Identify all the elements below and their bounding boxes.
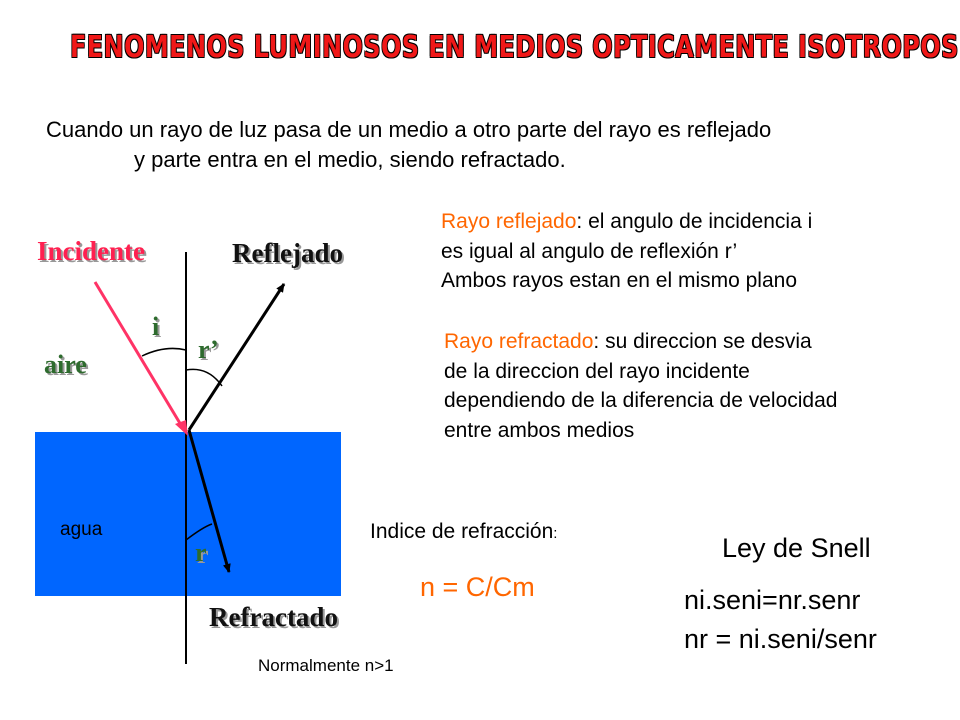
refraction-description bbox=[444, 327, 837, 445]
angle-r-prime-label: r’ bbox=[198, 335, 219, 364]
water-label: agua bbox=[60, 519, 103, 540]
reflection-term: Rayo reflejado bbox=[441, 210, 577, 233]
reflection-line-2: es igual al angulo de reflexión r’ bbox=[441, 239, 738, 263]
air-label: aire bbox=[44, 350, 87, 379]
refraction-index-text: Indice de refracción bbox=[370, 520, 554, 543]
angle-arc-i bbox=[142, 348, 186, 356]
incident-ray bbox=[95, 282, 184, 430]
refraction-index-formula: n = C/Cm bbox=[420, 572, 535, 602]
incident-label: Incidente bbox=[37, 236, 145, 266]
refraction-line-1: : su direccion se desvia bbox=[593, 330, 812, 353]
reflected-label: Reflejado bbox=[232, 238, 343, 268]
refraction-index-label bbox=[370, 520, 557, 544]
reflection-line-3: Ambos rayos estan en el mismo plano bbox=[441, 269, 798, 292]
angle-r-label: r bbox=[195, 538, 207, 567]
refraction-term: Rayo refractado bbox=[444, 330, 594, 353]
intro-line-2: y parte entra en el medio, siendo refractado. bbox=[134, 147, 566, 172]
reflection-description bbox=[441, 207, 812, 296]
refraction-index-colon: : bbox=[553, 525, 558, 542]
intro-line-1: Cuando un rayo de luz pasa de un medio a otro parte del rayo es reflejado bbox=[46, 117, 772, 142]
refraction-line-3: dependiendo de la diferencia de velocidad bbox=[444, 389, 838, 412]
refraction-line-4: entre ambos medios bbox=[444, 418, 635, 442]
angle-arc-r-prime bbox=[186, 369, 222, 386]
snell-law-title: Ley de Snell bbox=[722, 533, 871, 563]
snell-equation-2: nr = ni.seni/senr bbox=[684, 624, 877, 654]
angle-i-label: i bbox=[152, 312, 160, 341]
incident-arrowhead bbox=[175, 420, 188, 436]
refraction-index-note: Normalmente n>1 bbox=[258, 656, 394, 675]
snell-equation-1: ni.seni=nr.senr bbox=[684, 585, 861, 615]
page-title: FENOMENOS LUMINOSOS EN MEDIOS OPTICAMENTE ISOTROPOS bbox=[70, 30, 959, 65]
refraction-line-2: de la direccion del rayo incidente bbox=[444, 359, 750, 383]
refracted-label: Refractado bbox=[209, 602, 338, 632]
reflection-line-1: : el angulo de incidencia i bbox=[576, 210, 813, 233]
